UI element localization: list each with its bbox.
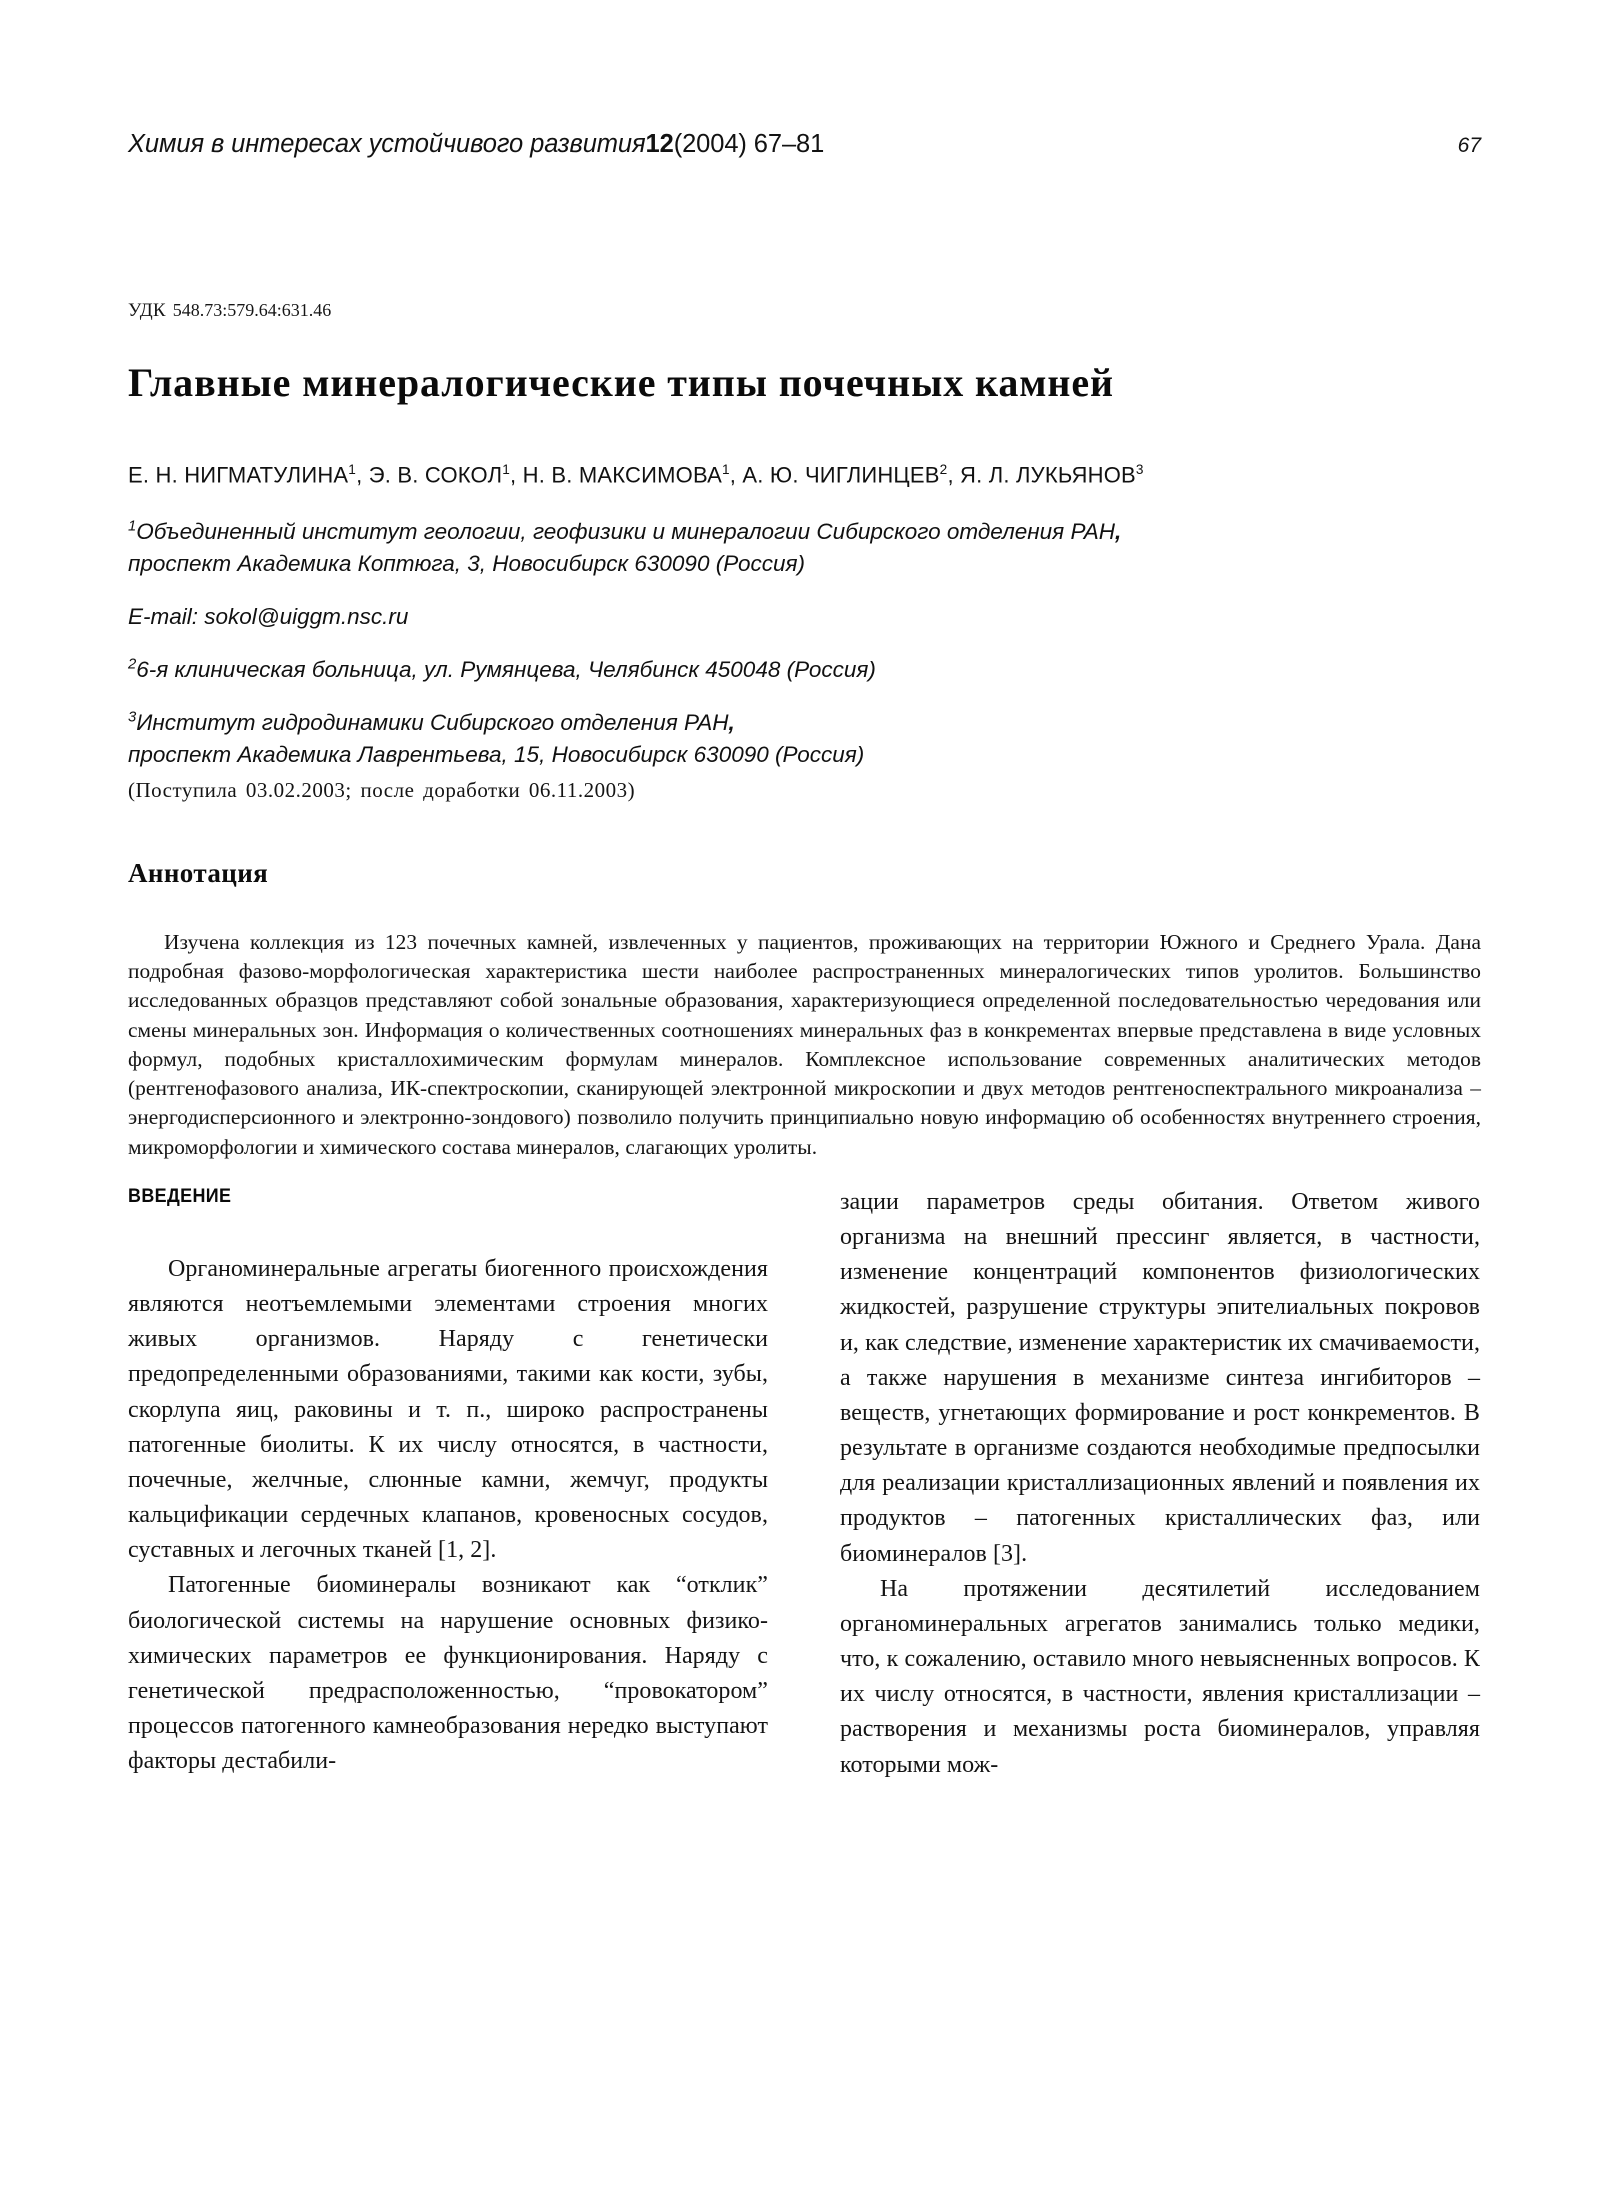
running-head [128, 130, 1481, 159]
udk-line [128, 300, 331, 322]
author-name-4: , А. Ю. ЧИГЛИНЦЕВ [729, 462, 940, 488]
affiliation-item [128, 516, 1481, 580]
affiliation-item [128, 707, 1481, 771]
page-number: 67 [1457, 134, 1481, 157]
author-name-1: Е. Н. НИГМАТУЛИНА [128, 462, 349, 488]
paragraph: Патогенные биоминералы возникают как “отклик” биологической системы на нарушение основных физико-химических параметров ее функционирования. Наряду с генетической предрасположенностью, “провокатором” процессов патогенного камнеобразования нередко выступают факторы дестабили- [128, 1572, 768, 1775]
author-affiliation-marker-1: 1 [348, 462, 357, 477]
author-affiliation-marker-5: 3 [1135, 462, 1144, 477]
affiliation-line-2: проспект Академика Лаврентьева, 15, Новосибирск 630090 (Россия) [128, 741, 865, 767]
received-date-line: (Поступила 03.02.2003; после доработки 06.11.2003) [128, 778, 636, 802]
body-columns [128, 1185, 1481, 2085]
author-list [128, 462, 1481, 488]
column-left [128, 1185, 768, 2085]
udk-label: УДК [128, 300, 166, 321]
article-title: Главные минералогические типы почечных камней [128, 359, 1114, 405]
journal-citation-line [128, 130, 824, 159]
affiliation-marker: 2 [128, 656, 137, 673]
author-name-2: , Э. В. СОКОЛ [356, 462, 503, 488]
affiliation-line-1: Объединенный институт геологии, геофизики и минералогии Сибирского отделения РАН [136, 519, 1115, 544]
affiliation-line-2: проспект Академика Коптюга, 3, Новосибирск 630090 (Россия) [128, 550, 805, 576]
affiliation-line-1-tail: , [1114, 519, 1122, 544]
abstract-body: Изучена коллекция из 123 почечных камней, извлеченных у пациентов, проживающих на территории Южного и Среднего Урала. Дана подробная фазово-морфологическая характеристика шести наиболее распространенных минералогических типов уролитов. Большинство исследованных образцов представляют собой зональные образования, характеризующиеся определенной последовательностью чередования или смены минеральных зон. Информация о количественных соотношениях минеральных фаз в конкрементах впервые представлена в виде условных формул, подобных кристаллохимическим формулам минералов. Комплексное использование современных аналитических методов (рентгенофазового анализа, ИК-спектроскопии, сканирующей электронной микроскопии и двух методов рентгеноспектрального микроанализа – энергодисперсионного и электронно-зондового) позволило получить принципиально новую информацию об особенностях внутреннего строения, микроморфологии и химического состава минералов, слагающих уролиты. [128, 930, 1481, 1159]
paragraph: Органоминеральные агрегаты биогенного происхождения являются неотъемлемыми элементами строения многих живых организмов. Наряду с генетически предопределенными образованиями, такими как кости, зубы, скорлупа яиц, раковины и т. п., широко распространены патогенные биолиты. К их числу относятся, в частности, почечные, желчные, слюнные камни, жемчуг, продукты кальцификации сердечных клапанов, кровеносных сосудов, суставных и легочных тканей [1, 2]. [128, 1256, 768, 1564]
affiliation-list [128, 516, 1481, 771]
column-right [840, 1185, 1480, 2085]
affiliation-item [128, 654, 1481, 686]
paragraph: зации параметров среды обитания. Ответом живого организма на внешний прессинг является, в частности, изменение концентраций компонентов физиологических жидкостей, разрушение структуры эпителиальных покровов и, как следствие, изменение характеристик их смачиваемости, а также нарушения в механизме синтеза ингибиторов – веществ, угнетающих формирование и рост конкрементов. В результате в организме создаются необходимые предпосылки для реализации кристаллизационных явлений и появления их продуктов – патогенных кристаллических фаз, или биоминералов [3]. [840, 1189, 1480, 1567]
affiliation-line-1: Институт гидродинамики Сибирского отделения РАН [136, 709, 729, 735]
author-affiliation-marker-4: 2 [939, 462, 948, 477]
author-affiliation-marker-2: 1 [502, 462, 511, 477]
author-name-5: , Я. Л. ЛУКЬЯНОВ [947, 462, 1136, 488]
section-heading-introduction: ВВЕДЕНИЕ [128, 1185, 232, 1207]
affiliation-marker: 3 [128, 709, 137, 726]
journal-volume: 12 [645, 130, 674, 158]
author-affiliation-marker-3: 1 [721, 462, 730, 477]
affiliation-marker: 1 [128, 518, 137, 535]
author-name-3: , Н. В. МАКСИМОВА [510, 462, 722, 488]
journal-year-pages: (2004) 67–81 [673, 130, 825, 158]
affiliation-line-1: 6-я клиническая больница, ул. Румянцева, Челябинск 450048 (Россия) [136, 656, 876, 682]
affiliation-line-1-tail: , [728, 709, 735, 735]
abstract-heading: Аннотация [128, 858, 269, 888]
journal-name: Химия в интересах устойчивого развития [128, 130, 646, 158]
paragraph: На протяжении десятилетий исследованием органоминеральных агрегатов занимались только медики, что, к сожалению, оставило много невыясненных вопросов. К их числу относятся, в частности, явления кристаллизации – растворения и механизмы роста биоминералов, управляя которыми мож- [840, 1575, 1480, 1778]
affiliation-email [128, 601, 1481, 633]
udk-code: 548.73:579.64:631.46 [172, 300, 332, 320]
email-text: E-mail: sokol@uiggm.nsc.ru [128, 603, 409, 629]
